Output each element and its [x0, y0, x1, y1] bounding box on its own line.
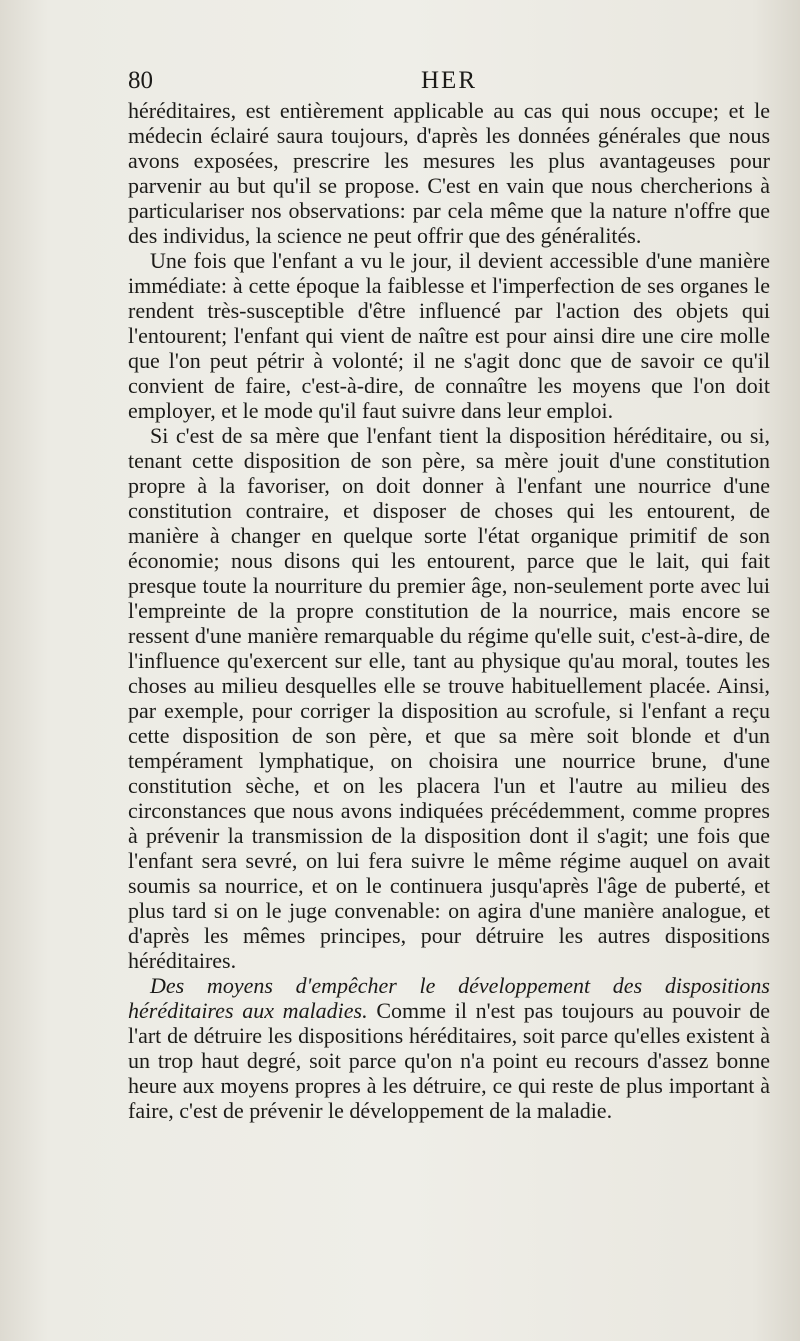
- page-number: 80: [128, 67, 153, 94]
- paragraph-text: Comme il n'est pas toujours au pouvoir de l'art de détruire les dispositions héréditaires, soit parce qu'elles existent à un trop haut degré, soit parce qu'on n'a point eu recours d'assez bonne heure aux moyens propres à les détruire, ce qui reste de plus important à faire, c'est de prévenir le développement de la maladie.: [128, 998, 770, 1123]
- paragraph-text: Une fois que l'enfant a vu le jour, il devient accessible d'une manière immédiate: à cette époque la faiblesse et l'imperfection de ses organes le rendent très-susceptible d'être influencé par l'action des objets qui l'entourent; l'enfant qui vient de naître est pour ainsi dire une cire molle que l'on peut pétrir à volonté; il ne s'agit donc que de savoir ce qu'il convient de faire, c'est-à-dire, de connaître les moyens que l'on doit employer, et le mode qu'il faut suivre dans leur emploi.: [128, 248, 770, 423]
- paragraph-text: héréditaires, est entièrement applicable au cas qui nous occupe; et le médecin éclairé saura toujours, d'après les données générales que nous avons exposées, prescrire les mesures les plus avantageuses pour parvenir au but qu'il se propose. C'est en vain que nous chercherions à particulariser nos observations: par cela même que la nature n'offre que des individus, la science ne peut offrir que des généralités.: [128, 98, 770, 248]
- paragraph-text: Si c'est de sa mère que l'enfant tient la disposition héréditaire, ou si, tenant cette disposition de son père, sa mère jouit d'une constitution propre à la favoriser, on doit donner à l'enfant une nourrice d'une constitution contraire, et disposer de choses qui les entourent, de manière à changer en quelque sorte l'état organique primitif de son économie; nous disons qui les entourent, parce que le lait, qui fait presque toute la nourriture du premier âge, non-seulement porte avec lui l'empreinte de la propre constitution de la nourrice, mais encore se ressent d'une manière remarquable du régime qu'elle suit, c'est-à-dire, de l'influence qu'exercent sur elle, tant au physique qu'au moral, toutes les choses au milieu desquelles elle se trouve habituellement placée. Ainsi, par exemple, pour corriger la disposition au scrofule, si l'enfant a reçu cette disposition de son père, et que sa mère soit blonde et d'un tempérament lymphatique, on choisira une nourrice brune, d'une constitution sèche, et on les placera l'un et l'autre au milieu des circonstances que nous avons indiquées précédemment, comme propres à prévenir la transmission de la disposition dont il s'agit; une fois que l'enfant sera sevré, on lui fera suivre le même régime auquel on avait soumis sa nourrice, et on le continuera jusqu'après l'âge de puberté, et plus tard si on le juge convenable: on agira d'une manière analogue, et d'après les mêmes principes, pour détruire les autres dispositions héréditaires.: [128, 423, 770, 973]
- paragraph: [128, 248, 770, 423]
- running-head: [128, 66, 768, 98]
- paragraph-continuation: [128, 98, 770, 248]
- paragraph-section-lead: [128, 973, 770, 1123]
- paragraph: [128, 423, 770, 973]
- running-title: HER: [421, 67, 477, 94]
- body-text: [128, 98, 770, 1123]
- section-heading-italic: Des moyens d'empêcher le développement des dispositions héréditaires aux maladies.: [128, 973, 770, 1023]
